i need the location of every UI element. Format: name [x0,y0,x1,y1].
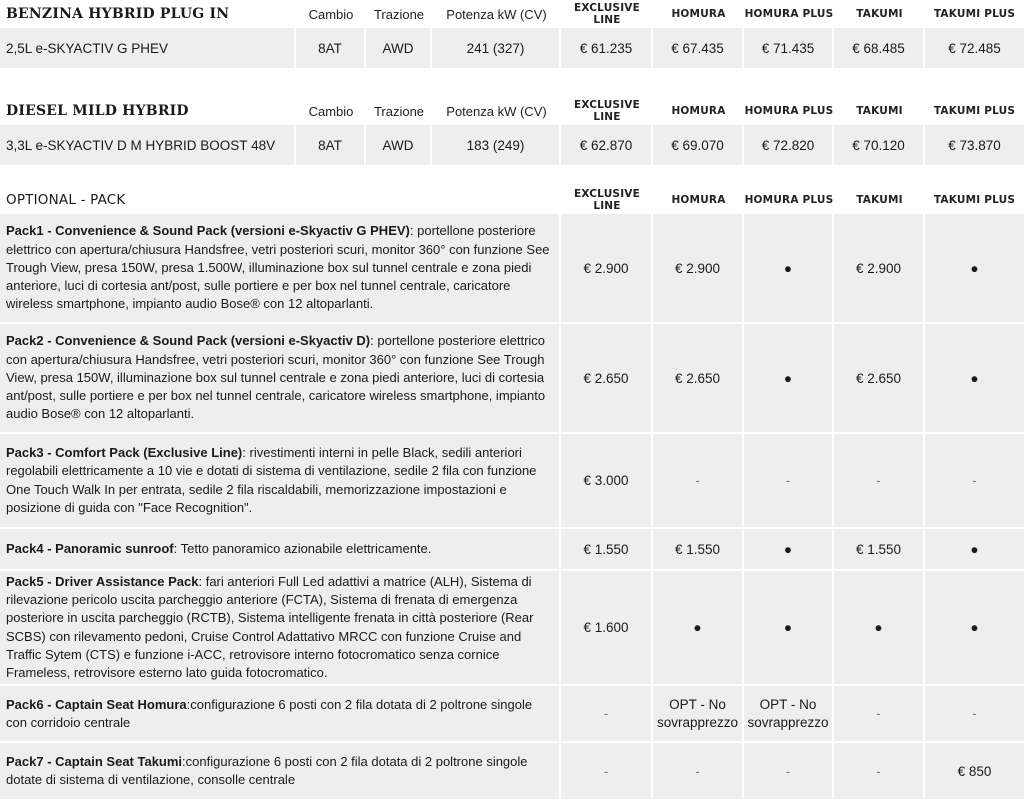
table-row [0,125,1024,167]
section-diesel [0,97,1024,167]
price-cell: € 72.820 [744,125,834,167]
pack-price-cell: € 2.650 [653,324,744,434]
column-header-potenza: Potenza kW (CV) [446,103,547,119]
table-row [0,571,1024,686]
column-header-takumi-plus: TAKUMI PLUS [933,194,1016,206]
engine-name: 3,3L e-SKYACTIV D M HYBRID BOOST 48V [0,125,296,167]
table-header-row [0,186,1024,214]
included-dot: ● [744,214,834,324]
not-available-dash: - [653,434,744,529]
pack-title: Pack3 - Comfort Pack (Exclusive Line) [6,445,243,461]
column-header-takumi: TAKUMI [856,8,903,20]
not-available-dash: - [925,434,1024,529]
pack-price-cell: € 850 [925,743,1024,801]
pack-separator: : [182,754,186,770]
column-header-exclusive-line: EXCLUSIVE LINE [573,188,640,212]
opt-no-charge-cell: OPT - No sovrapprezzo [653,686,744,743]
pack-separator: : [173,540,181,556]
column-header-homura: HOMURA [671,8,726,20]
pack-price-cell: € 1.600 [561,571,653,686]
table-header-row [0,0,1024,28]
pack-description [0,686,561,743]
pack-separator: : [186,696,191,712]
pack-title: Pack4 - Panoramic sunroof [6,540,174,556]
section-title: BENZINA HYBRID PLUG IN [6,6,230,22]
column-header-trazione: Trazione [373,6,425,22]
column-header-exclusive-line: EXCLUSIVE LINE [573,2,640,26]
section-title: OPTIONAL - PACK [6,192,126,208]
engine-name: 2,5L e-SKYACTIV G PHEV [0,28,296,70]
pack-text: configurazione 6 posti con 2 fila dotata di 2 poltrone singole con corridoio centrale [6,696,533,730]
trazione-cell: AWD [366,125,432,167]
price-cell: € 69.070 [653,125,744,167]
column-header-takumi-plus: TAKUMI PLUS [933,105,1016,117]
pack-description [0,571,561,686]
table-row [0,686,1024,743]
pack-description [0,743,561,801]
column-header-takumi: TAKUMI [856,194,903,206]
pack-price-cell: € 1.550 [561,529,653,571]
pack-price-cell: € 2.900 [834,214,925,324]
pack-description [0,324,561,434]
price-cell: € 61.235 [561,28,653,70]
not-available-dash: - [834,743,925,801]
included-dot: ● [834,571,925,686]
pack-description [0,434,561,529]
column-header-exclusive-line: EXCLUSIVE LINE [573,99,640,123]
pack-price-cell: € 2.900 [653,214,744,324]
column-header-cambio: Cambio [308,6,354,22]
column-header-homura: HOMURA [671,194,726,206]
cambio-cell: 8AT [296,28,366,70]
price-cell: € 73.870 [925,125,1024,167]
potenza-cell: 183 (249) [432,125,561,167]
not-available-dash: - [744,743,834,801]
price-cell: € 72.485 [925,28,1024,70]
not-available-dash: - [561,743,653,801]
pack-title: Pack2 - Convenience & Sound Pack (versioni e-Skyactiv D) [6,333,371,349]
pack-text: configurazione 6 posti con 2 fila dotata di 2 poltrone singole dotate di sistema di ventilazione, consolle centrale [6,754,528,788]
included-dot: ● [925,324,1024,434]
table-row [0,743,1024,801]
pack-text: portellone posteriore elettrico con apertura/chiusura Handsfree, vetri posteriori scuri, monitor 360° con funzione See Trough View, presa 150W, presa 1.500W, illuminazione box sul tunnel centrale e zona piedi anteriore, luci di cortesia ant/post, sulle portiere e per box nel tunnel centrale, caricatore wireless smartphone, impianto audio Bose® con 12 altoparlanti. [6,223,550,312]
pack-price-cell: € 1.550 [653,529,744,571]
pack-price-cell: € 2.650 [834,324,925,434]
section-optional-pack [0,186,1024,801]
pack-price-cell: € 3.000 [561,434,653,529]
table-row [0,434,1024,529]
table-row [0,529,1024,571]
included-dot: ● [925,571,1024,686]
column-header-potenza: Potenza kW (CV) [446,6,547,22]
pack-title: Pack6 - Captain Seat Homura [6,696,187,712]
included-dot: ● [925,529,1024,571]
potenza-cell: 241 (327) [432,28,561,70]
included-dot: ● [744,571,834,686]
price-cell: € 70.120 [834,125,925,167]
column-header-trazione: Trazione [373,103,425,119]
table-row [0,28,1024,70]
not-available-dash: - [834,686,925,743]
not-available-dash: - [834,434,925,529]
included-dot: ● [744,324,834,434]
included-dot: ● [744,529,834,571]
column-header-homura-plus: HOMURA PLUS [744,194,834,206]
section-benzina [0,0,1024,70]
table-header-row [0,97,1024,125]
not-available-dash: - [561,686,653,743]
pack-price-cell: € 1.550 [834,529,925,571]
pack-description [0,214,561,324]
pack-text: Tetto panoramico azionabile elettricamente. [180,540,432,556]
pack-text: fari anteriori Full Led adattivi a matrice (ALH), Sistema di rilevazione pericolo uscita parcheggio anteriore (FCTA), Sistema di frenata di emergenza posteriore in uscita parcheggio (RCTB), Sistema intelligente frenata in città posteriore (Rear SCBS) con rilevamento pedoni, Cruise Control Adattativo MRCC con funzione Cruise and Traffic Sytem (CTS) e funzione i-ACC, retrovisore interno fotocromatico senza cornice Frameless, retrovisore esterno lato guida fotocromatico. [6,574,534,681]
cambio-cell: 8AT [296,125,366,167]
price-cell: € 62.870 [561,125,653,167]
included-dot: ● [925,214,1024,324]
table-row [0,214,1024,324]
pack-description [0,529,561,571]
column-header-homura: HOMURA [671,105,726,117]
pack-price-cell: € 2.650 [561,324,653,434]
pack-title: Pack1 - Convenience & Sound Pack (versioni e-Skyactiv G PHEV) [6,223,410,239]
pack-separator: : [198,574,206,589]
pack-price-cell: € 2.900 [561,214,653,324]
pack-text: portellone posteriore elettrico con apertura/chiusura Handsfree, vetri posteriori scuri, monitor 360° con funzione See Trough View, presa 150W, illuminazione box sul tunnel centrale e zona piedi anteriore, luci di cortesia ant/post, sulle portiere e per box nel tunnel centrale, caricatore wireless smartphone, impianto audio Bose® con 12 altoparlanti. [6,333,546,422]
column-header-cambio: Cambio [308,103,354,119]
included-dot: ● [653,571,744,686]
pack-title: Pack7 - Captain Seat Takumi [6,754,183,770]
pack-separator: : [370,333,378,349]
price-cell: € 71.435 [744,28,834,70]
section-title: DIESEL MILD HYBRID [6,103,189,119]
pack-separator: : [409,223,418,239]
column-header-homura-plus: HOMURA PLUS [744,105,834,117]
not-available-dash: - [925,686,1024,743]
not-available-dash: - [653,743,744,801]
pack-text: rivestimenti interni in pelle Black, sedili anteriori regolabili elettricamente a 10 vie e dotati di sistema di ventilazione, sedile 2 fila con funzione One Touch Walk In per entrata, sedile 2 fila riscaldabili, memorizzazione impostazioni e posizione di guida con "Face Recognition". [6,445,537,515]
column-header-homura-plus: HOMURA PLUS [744,8,834,20]
opt-no-charge-cell: OPT - No sovrapprezzo [744,686,834,743]
price-cell: € 68.485 [834,28,925,70]
pack-title: Pack5 - Driver Assistance Pack [6,574,199,589]
column-header-takumi-plus: TAKUMI PLUS [933,8,1016,20]
trazione-cell: AWD [366,28,432,70]
column-header-takumi: TAKUMI [856,105,903,117]
not-available-dash: - [744,434,834,529]
table-row [0,324,1024,434]
price-cell: € 67.435 [653,28,744,70]
pack-separator: : [242,445,250,461]
